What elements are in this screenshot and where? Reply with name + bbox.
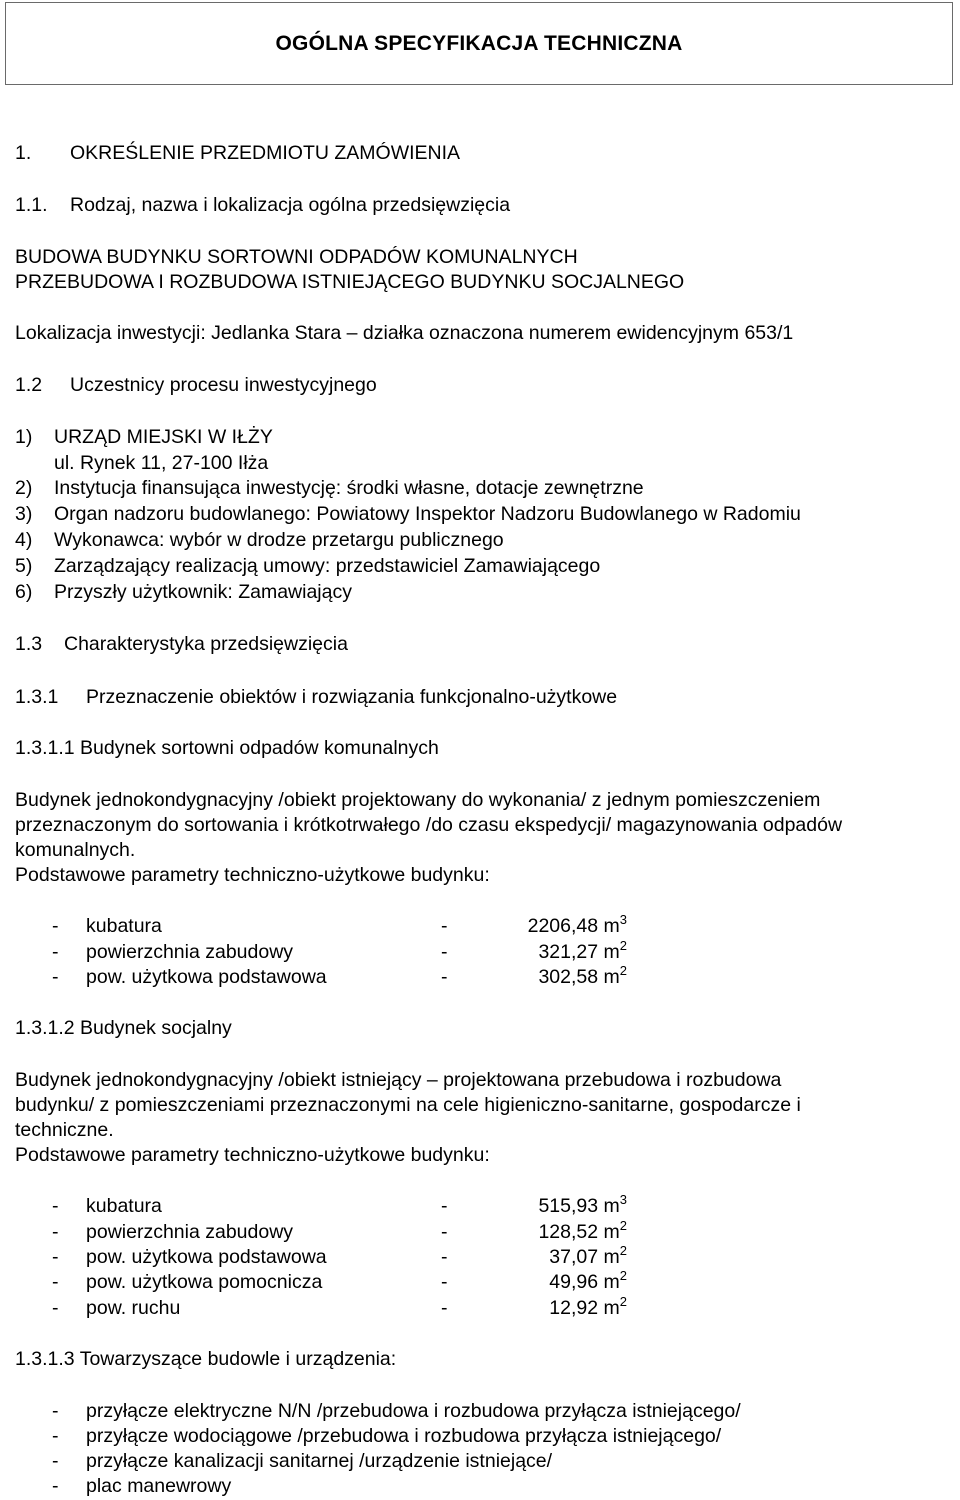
param-separator: - bbox=[441, 1195, 448, 1217]
investment-location: Lokalizacja inwestycji: Jedlanka Stara – działka oznaczona numerem ewidencyjnym 653/1 bbox=[15, 322, 794, 344]
list-item: Zarządzający realizacją umowy: przedstawiciel Zamawiającego bbox=[54, 555, 601, 577]
param-name: kubatura bbox=[86, 915, 162, 937]
param-value: 37,07 $m^2$ bbox=[549, 1243, 627, 1268]
param-separator: - bbox=[441, 966, 448, 988]
section-1-2-heading: Uczestnicy procesu inwestycyjnego bbox=[70, 374, 377, 396]
param-name: pow. użytkowa pomocnicza bbox=[86, 1271, 323, 1293]
param-name: pow. użytkowa podstawowa bbox=[86, 1246, 327, 1268]
unit-exponent: 2 bbox=[619, 1218, 627, 1233]
sortownia-description-line: przeznaczonym do sortowania i krótkotrwałego /do czasu ekspedycji/ magazynowania odpadów bbox=[15, 814, 843, 836]
list-item: ul. Rynek 11, 27-100 Iłża bbox=[54, 452, 269, 474]
sortownia-description-line: komunalnych. bbox=[15, 839, 136, 861]
socjalny-params-intro: Podstawowe parametry techniczno-użytkowe budynku: bbox=[15, 1144, 490, 1166]
param-separator: - bbox=[441, 941, 448, 963]
param-value: 302,58 $m^2$ bbox=[538, 963, 627, 988]
section-1-2-number: 1.2 bbox=[15, 374, 43, 396]
list-item: Wykonawca: wybór w drodze przetargu publicznego bbox=[54, 529, 504, 551]
param-name: powierzchnia zabudowy bbox=[86, 1221, 294, 1243]
param-name: pow. użytkowa podstawowa bbox=[86, 966, 327, 988]
list-item: Instytucja finansująca inwestycję: środki własne, dotacje zewnętrzne bbox=[54, 477, 644, 499]
section-1-1-heading: Rodzaj, nazwa i lokalizacja ogólna przedsięwzięcia bbox=[70, 194, 511, 216]
param-dash: - bbox=[52, 915, 59, 937]
param-dash: - bbox=[52, 966, 59, 988]
list-item-number: 5) bbox=[15, 555, 33, 577]
param-separator: - bbox=[441, 1297, 448, 1319]
param-value: 2206,48 $m^3$ bbox=[527, 912, 627, 937]
document-title-box bbox=[5, 2, 953, 85]
param-value: 49,96 $m^2$ bbox=[549, 1268, 627, 1293]
list-item-number: 4) bbox=[15, 529, 33, 551]
param-dash: - bbox=[52, 941, 59, 963]
param-dash: - bbox=[52, 1297, 59, 1319]
project-title-line-2: PRZEBUDOWA I ROZBUDOWA ISTNIEJĄCEGO BUDYNKU SOCJALNEGO bbox=[15, 271, 685, 293]
list-dash: - bbox=[52, 1450, 59, 1472]
section-1-1-number: 1.1. bbox=[15, 194, 48, 216]
socjalny-description-line: budynku/ z pomieszczeniami przeznaczonymi na cele higieniczno-sanitarne, gospodarcze i bbox=[15, 1094, 801, 1116]
section-1-3-number: 1.3 bbox=[15, 633, 43, 655]
sortownia-description-line: Budynek jednokondygnacyjny /obiekt projektowany do wykonania/ z jednym pomieszczeniem bbox=[15, 789, 821, 811]
list-item-number: 1) bbox=[15, 426, 33, 448]
unit-exponent: 3 bbox=[619, 912, 627, 927]
document-title: OGÓLNA SPECYFIKACJA TECHNICZNA bbox=[275, 31, 683, 55]
param-value: 128,52 $m^2$ bbox=[538, 1218, 627, 1243]
section-1-3-1-heading: Przeznaczenie obiektów i rozwiązania funkcjonalno-użytkowe bbox=[86, 686, 618, 708]
list-item: URZĄD MIEJSKI W IŁŻY bbox=[54, 426, 273, 448]
list-dash: - bbox=[52, 1400, 59, 1422]
list-item-number: 6) bbox=[15, 581, 33, 603]
section-1-3-1-3-heading: 1.3.1.3 Towarzyszące budowle i urządzenia: bbox=[15, 1348, 397, 1370]
section-1-3-1-1-heading: 1.3.1.1 Budynek sortowni odpadów komunalnych bbox=[15, 737, 439, 759]
list-item: plac manewrowy bbox=[86, 1475, 232, 1497]
param-dash: - bbox=[52, 1246, 59, 1268]
list-item: przyłącze kanalizacji sanitarnej /urządzenie istniejące/ bbox=[86, 1450, 553, 1472]
list-item: przyłącze wodociągowe /przebudowa i rozbudowa przyłącza istniejącego/ bbox=[86, 1425, 722, 1447]
socjalny-description-line: Budynek jednokondygnacyjny /obiekt istniejący – projektowana przebudowa i rozbudowa bbox=[15, 1069, 782, 1091]
param-value: 12,92 $m^2$ bbox=[549, 1294, 627, 1319]
sortownia-params-intro: Podstawowe parametry techniczno-użytkowe budynku: bbox=[15, 864, 490, 886]
unit-exponent: 2 bbox=[619, 963, 627, 978]
unit-exponent: 2 bbox=[619, 938, 627, 953]
list-item-number: 3) bbox=[15, 503, 33, 525]
list-dash: - bbox=[52, 1425, 59, 1447]
list-dash: - bbox=[52, 1475, 59, 1497]
list-item: Organ nadzoru budowlanego: Powiatowy Inspektor Nadzoru Budowlanego w Radomiu bbox=[54, 503, 801, 525]
unit-exponent: 2 bbox=[619, 1294, 627, 1309]
project-title-line-1: BUDOWA BUDYNKU SORTOWNI ODPADÓW KOMUNALNYCH bbox=[15, 246, 578, 268]
list-item: Przyszły użytkownik: Zamawiający bbox=[54, 581, 352, 603]
section-1-3-heading: Charakterystyka przedsięwzięcia bbox=[64, 633, 348, 655]
unit-exponent: 2 bbox=[619, 1243, 627, 1258]
param-dash: - bbox=[52, 1195, 59, 1217]
param-name: kubatura bbox=[86, 1195, 162, 1217]
section-1-heading: OKREŚLENIE PRZEDMIOTU ZAMÓWIENIA bbox=[70, 142, 461, 164]
section-1-3-1-number: 1.3.1 bbox=[15, 686, 59, 708]
param-dash: - bbox=[52, 1221, 59, 1243]
param-separator: - bbox=[441, 915, 448, 937]
socjalny-description-line: techniczne. bbox=[15, 1119, 114, 1141]
param-separator: - bbox=[441, 1271, 448, 1293]
param-name: powierzchnia zabudowy bbox=[86, 941, 294, 963]
list-item-number: 2) bbox=[15, 477, 33, 499]
param-separator: - bbox=[441, 1221, 448, 1243]
param-value: 515,93 $m^3$ bbox=[538, 1192, 627, 1217]
section-1-number: 1. bbox=[15, 142, 32, 164]
param-separator: - bbox=[441, 1246, 448, 1268]
list-item: przyłącze elektryczne N/N /przebudowa i rozbudowa przyłącza istniejącego/ bbox=[86, 1400, 741, 1422]
unit-exponent: 2 bbox=[619, 1268, 627, 1283]
unit-exponent: 3 bbox=[619, 1192, 627, 1207]
param-value: 321,27 $m^2$ bbox=[538, 938, 627, 963]
section-1-3-1-2-heading: 1.3.1.2 Budynek socjalny bbox=[15, 1017, 232, 1039]
param-name: pow. ruchu bbox=[86, 1297, 181, 1319]
param-dash: - bbox=[52, 1271, 59, 1293]
